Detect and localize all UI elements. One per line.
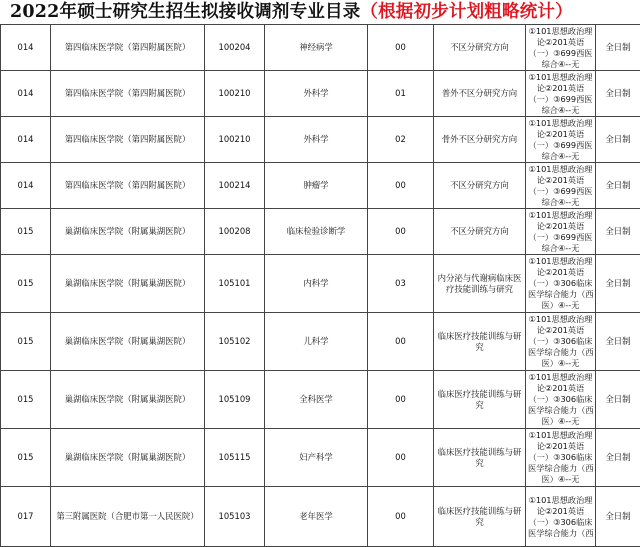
exam-subject-line: 论②201英语 — [528, 383, 593, 394]
unit-code-cell: 014 — [1, 117, 51, 163]
exam-subject-line: ①101思想政治理 — [528, 314, 593, 325]
major-name-cell: 老年医学 — [265, 487, 368, 547]
exam-subject-line: 论②201英语 — [528, 325, 593, 336]
direction-cell: 临床医疗技能训练与研究 — [434, 313, 526, 371]
catalog-table — [0, 24, 640, 547]
unit-code-cell: 014 — [1, 25, 51, 71]
exam-subject-line: ①101思想政治理 — [528, 72, 593, 83]
direction-cell: 不区分研究方向 — [434, 163, 526, 209]
department-cell: 巢湖临床医学院（附属巢湖医院） — [51, 429, 205, 487]
exam-subject-line: 论②201英语 — [528, 267, 593, 278]
exam-subject-line: ①101思想政治理 — [528, 372, 593, 383]
exam-subjects-cell — [526, 71, 596, 117]
table-row — [1, 209, 640, 255]
table-row — [1, 255, 640, 313]
study-mode-cell: 全日制 — [596, 163, 640, 209]
direction-code-cell: 00 — [368, 487, 434, 547]
exam-subjects-cell — [526, 487, 596, 547]
exam-subject-line: （一）③306临床 — [528, 394, 593, 405]
exam-subject-line: （一）③699西医 — [528, 186, 593, 197]
direction-cell: 骨外不区分研究方向 — [434, 117, 526, 163]
unit-code-cell: 014 — [1, 71, 51, 117]
exam-subjects-cell — [526, 163, 596, 209]
exam-subject-line: （一）③699西医 — [528, 232, 593, 243]
exam-subject-line: （一）③306临床 — [528, 278, 593, 289]
major-name-cell: 儿科学 — [265, 313, 368, 371]
title-note: （根据初步计划粗略统计） — [360, 2, 572, 22]
table-row — [1, 71, 640, 117]
unit-code-cell: 015 — [1, 255, 51, 313]
study-mode-cell: 全日制 — [596, 71, 640, 117]
unit-code-cell: 014 — [1, 163, 51, 209]
exam-subject-line: 综合④--无 — [528, 59, 593, 70]
major-code-cell: 100210 — [205, 71, 265, 117]
direction-code-cell: 00 — [368, 371, 434, 429]
table-row — [1, 371, 640, 429]
direction-cell: 普外不区分研究方向 — [434, 71, 526, 117]
exam-subject-line: ①101思想政治理 — [528, 210, 593, 221]
direction-code-cell: 00 — [368, 313, 434, 371]
major-code-cell: 105102 — [205, 313, 265, 371]
exam-subject-line: （一）③306临床 — [528, 452, 593, 463]
direction-cell: 内分泌与代谢病临床医疗技能训练与研究 — [434, 255, 526, 313]
exam-subject-line: （一）③699西医 — [528, 48, 593, 59]
exam-subject-line: 医）④--无 — [528, 474, 593, 485]
exam-subject-line: 医学综合能力（西 — [528, 463, 593, 474]
exam-subject-line: 论②201英语 — [528, 441, 593, 452]
exam-subject-line: ①101思想政治理 — [528, 26, 593, 37]
major-code-cell: 100214 — [205, 163, 265, 209]
table-row — [1, 429, 640, 487]
title-main: 2022年硕士研究生招生拟接收调剂专业目录 — [10, 2, 360, 22]
unit-code-cell: 017 — [1, 487, 51, 547]
major-code-cell: 105103 — [205, 487, 265, 547]
major-code-cell: 100204 — [205, 25, 265, 71]
major-name-cell: 全科医学 — [265, 371, 368, 429]
major-name-cell: 内科学 — [265, 255, 368, 313]
table-body — [1, 25, 640, 547]
page-title — [0, 0, 640, 24]
exam-subject-line: （一）③699西医 — [528, 94, 593, 105]
table-row — [1, 163, 640, 209]
direction-code-cell: 00 — [368, 429, 434, 487]
direction-code-cell: 00 — [368, 163, 434, 209]
exam-subject-line: 论②201英语 — [528, 129, 593, 140]
study-mode-cell: 全日制 — [596, 255, 640, 313]
exam-subject-line: 医学综合能力（西 — [528, 405, 593, 416]
exam-subject-line: 论②201英语 — [528, 221, 593, 232]
unit-code-cell: 015 — [1, 313, 51, 371]
unit-code-cell: 015 — [1, 209, 51, 255]
exam-subjects-cell — [526, 209, 596, 255]
exam-subject-line: 论②201英语 — [528, 83, 593, 94]
major-code-cell: 105101 — [205, 255, 265, 313]
major-name-cell: 肿瘤学 — [265, 163, 368, 209]
exam-subject-line: 医）④--无 — [528, 300, 593, 311]
exam-subject-line: 论②201英语 — [528, 506, 593, 517]
exam-subject-line: 医）④--无 — [528, 358, 593, 369]
department-cell: 第四临床医学院（第四附属医院） — [51, 25, 205, 71]
study-mode-cell: 全日制 — [596, 429, 640, 487]
direction-cell: 临床医疗技能训练与研究 — [434, 429, 526, 487]
major-name-cell: 外科学 — [265, 71, 368, 117]
direction-code-cell: 00 — [368, 25, 434, 71]
study-mode-cell: 全日制 — [596, 209, 640, 255]
department-cell: 巢湖临床医学院（附属巢湖医院） — [51, 209, 205, 255]
direction-cell: 不区分研究方向 — [434, 25, 526, 71]
direction-code-cell: 01 — [368, 71, 434, 117]
table-row — [1, 25, 640, 71]
exam-subject-line: 综合④--无 — [528, 151, 593, 162]
exam-subject-line: 综合④--无 — [528, 105, 593, 116]
direction-cell: 不区分研究方向 — [434, 209, 526, 255]
exam-subjects-cell — [526, 25, 596, 71]
direction-cell: 临床医疗技能训练与研究 — [434, 371, 526, 429]
table-row — [1, 313, 640, 371]
department-cell: 第四临床医学院（第四附属医院） — [51, 117, 205, 163]
exam-subject-line: （一）③699西医 — [528, 140, 593, 151]
exam-subjects-cell — [526, 255, 596, 313]
exam-subject-line: 综合④--无 — [528, 243, 593, 254]
major-code-cell: 105115 — [205, 429, 265, 487]
department-cell: 巢湖临床医学院（附属巢湖医院） — [51, 255, 205, 313]
department-cell: 巢湖临床医学院（附属巢湖医院） — [51, 313, 205, 371]
major-code-cell: 105109 — [205, 371, 265, 429]
study-mode-cell: 全日制 — [596, 25, 640, 71]
exam-subject-line: ①101思想政治理 — [528, 118, 593, 129]
exam-subject-line: 医）④--无 — [528, 416, 593, 427]
department-cell: 第三附属医院（合肥市第一人民医院） — [51, 487, 205, 547]
table-row — [1, 117, 640, 163]
table-row — [1, 487, 640, 547]
exam-subject-line: 医学综合能力（西 — [528, 528, 593, 539]
exam-subjects-cell — [526, 371, 596, 429]
major-name-cell: 妇产科学 — [265, 429, 368, 487]
exam-subject-line: ①101思想政治理 — [528, 430, 593, 441]
exam-subject-line: 医学综合能力（西 — [528, 289, 593, 300]
department-cell: 第四临床医学院（第四附属医院） — [51, 163, 205, 209]
study-mode-cell: 全日制 — [596, 117, 640, 163]
study-mode-cell: 全日制 — [596, 313, 640, 371]
exam-subject-line: 医学综合能力（西 — [528, 347, 593, 358]
exam-subject-line: （一）③306临床 — [528, 336, 593, 347]
major-name-cell: 临床检验诊断学 — [265, 209, 368, 255]
study-mode-cell: 全日制 — [596, 371, 640, 429]
unit-code-cell: 015 — [1, 429, 51, 487]
direction-code-cell: 00 — [368, 209, 434, 255]
exam-subjects-cell — [526, 313, 596, 371]
exam-subjects-cell — [526, 429, 596, 487]
exam-subject-line: 论②201英语 — [528, 175, 593, 186]
exam-subject-line: （一）③306临床 — [528, 517, 593, 528]
department-cell: 巢湖临床医学院（附属巢湖医院） — [51, 371, 205, 429]
exam-subject-line: ①101思想政治理 — [528, 495, 593, 506]
study-mode-cell: 全日制 — [596, 487, 640, 547]
exam-subject-line: ①101思想政治理 — [528, 256, 593, 267]
unit-code-cell: 015 — [1, 371, 51, 429]
department-cell: 第四临床医学院（第四附属医院） — [51, 71, 205, 117]
exam-subjects-cell — [526, 117, 596, 163]
major-code-cell: 100208 — [205, 209, 265, 255]
exam-subject-line: ①101思想政治理 — [528, 164, 593, 175]
exam-subject-line: 综合④--无 — [528, 197, 593, 208]
major-name-cell: 神经病学 — [265, 25, 368, 71]
direction-code-cell: 02 — [368, 117, 434, 163]
direction-code-cell: 03 — [368, 255, 434, 313]
major-name-cell: 外科学 — [265, 117, 368, 163]
major-code-cell: 100210 — [205, 117, 265, 163]
direction-cell: 临床医疗技能训练与研究 — [434, 487, 526, 547]
exam-subject-line: 论②201英语 — [528, 37, 593, 48]
